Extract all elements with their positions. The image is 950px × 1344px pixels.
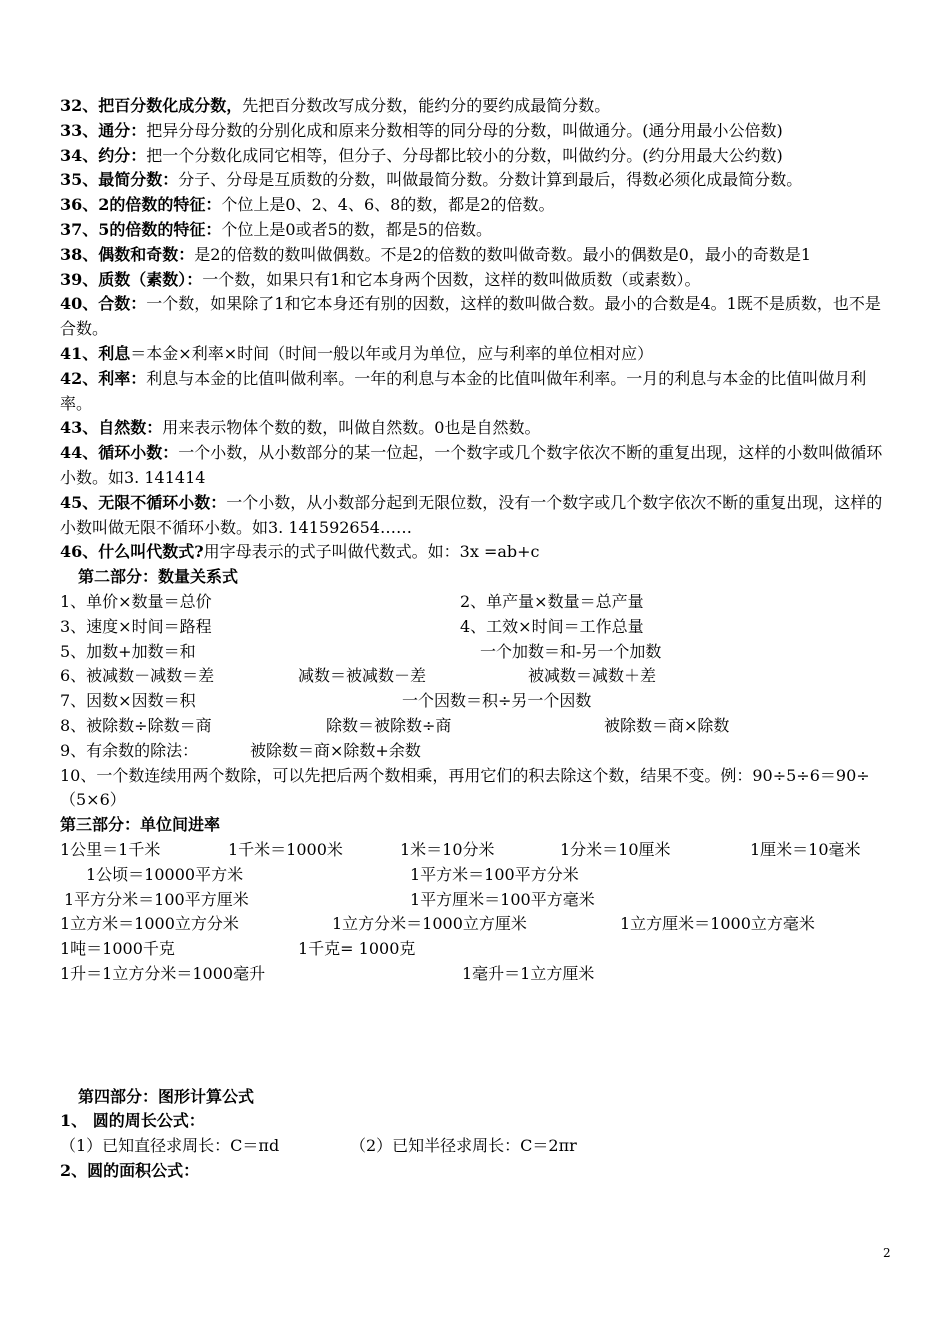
definition-45: 45、无限不循环小数：一个小数，从小数部分起到无限位数，没有一个数字或几个数字依次不断的重复出现，这样的小数叫做无限不循环小数。如3. 141592654…… bbox=[60, 492, 883, 537]
definition-46: 46、什么叫代数式?用字母表示的式子叫做代数式。如：3x =ab+c bbox=[60, 542, 540, 562]
circle-circumference-title: 1、 圆的周长公式： bbox=[60, 1111, 205, 1131]
definition-40: 40、合数：一个数，如果除了1和它本身还有别的因数，这样的数叫做合数。最小的合数是4。1既不是质数，也不是合数。 bbox=[60, 294, 881, 339]
definition-39: 39、质数（素数）：一个数，如果只有1和它本身两个因数，这样的数叫做质数（或素数）。 bbox=[60, 269, 701, 289]
section-heading-part3: 第三部分：单位间进率 bbox=[60, 815, 221, 835]
relation-row-2: 3、速度×时间＝路程 4、工效×时间＝工作总量 bbox=[60, 616, 644, 636]
definition-37: 37、5的倍数的特征：个位上是0或者5的数，都是5的倍数。 bbox=[60, 219, 492, 239]
definition-36: 36、2的倍数的特征：个位上是0、2、4、6、8的数，都是2的倍数。 bbox=[60, 195, 555, 215]
document-page bbox=[60, 94, 895, 1184]
definition-42: 42、利率：利息与本金的比值叫做利率。一年的利息与本金的比值叫做年利率。一月的利息与本金的比值叫做月利率。 bbox=[60, 368, 867, 413]
definition-38: 38、偶数和奇数：是2的倍数的数叫做偶数。不是2的倍数的数叫做奇数。最小的偶数是0，最小的奇数是1 bbox=[60, 244, 812, 264]
blank-space bbox=[60, 987, 895, 1085]
relation-row-4: 6、被减数－减数＝差 减数＝被减数－差 被减数＝减数＋差 bbox=[60, 666, 657, 686]
unit-row-4: 1立方米＝1000立方分米 1立方分米＝1000立方厘米 1立方厘米＝1000立方毫米 bbox=[60, 914, 815, 934]
unit-row-1: 1公里＝1千米 1千米＝1000米 1米＝10分米 1分米＝10厘米 1厘米＝10毫米 bbox=[60, 839, 861, 859]
page-number: 2 bbox=[883, 1246, 891, 1260]
unit-row-6: 1升＝1立方分米＝1000毫升 1毫升＝1立方厘米 bbox=[60, 963, 595, 983]
circumference-formulas: （1）已知直径求周长：C＝πd （2）已知半径求周长：C＝2πr bbox=[60, 1136, 577, 1156]
relation-row-7: 9、有余数的除法： 被除数＝商×除数+余数 bbox=[60, 740, 421, 760]
definition-33: 33、通分：把异分母分数的分别化成和原来分数相等的同分母的分数，叫做通分。(通分用最小公倍数) bbox=[60, 120, 783, 140]
definition-35: 35、最简分数：分子、分母是互质数的分数，叫做最简分数。分数计算到最后，得数必须化成最简分数。 bbox=[60, 170, 803, 190]
relation-row-1: 1、单价×数量＝总价 2、单产量×数量＝总产量 bbox=[60, 591, 644, 611]
definition-43: 43、自然数：用来表示物体个数的数，叫做自然数。0也是自然数。 bbox=[60, 418, 541, 438]
relation-row-6: 8、被除数÷除数＝商 除数＝被除数÷商 被除数＝商×除数 bbox=[60, 715, 730, 735]
relation-row-3: 5、加数+加数＝和 一个加数＝和-另一个加数 bbox=[60, 641, 662, 661]
unit-row-5: 1吨＝1000千克 1千克= 1000克 bbox=[60, 939, 416, 959]
section-heading-part2: 第二部分：数量关系式 bbox=[78, 567, 239, 587]
definition-34: 34、约分：把一个分数化成同它相等，但分子、分母都比较小的分数，叫做约分。(约分用最大公约数) bbox=[60, 145, 783, 165]
unit-row-3: 1平方分米＝100平方厘米 1平方厘米＝100平方毫米 bbox=[64, 889, 595, 909]
section-heading-part4: 第四部分：图形计算公式 bbox=[78, 1086, 255, 1106]
relation-row-5: 7、因数×因数＝积 一个因数＝积÷另一个因数 bbox=[60, 691, 592, 711]
definition-44: 44、循环小数：一个小数，从小数部分的某一位起，一个数字或几个数字依次不断的重复出现，这样的小数叫做循环小数。如3. 141414 bbox=[60, 443, 883, 487]
unit-row-2: 1公顷＝10000平方米 1平方米＝100平方分米 bbox=[86, 864, 579, 884]
relation-row-8: 10、一个数连续用两个数除，可以先把后两个数相乘，再用它们的积去除这个数，结果不变。例：90÷5÷6＝90÷（5×6） bbox=[60, 765, 870, 810]
definition-41: 41、利息＝本金×利率×时间（时间一般以年或月为单位，应与利率的单位相对应） bbox=[60, 343, 654, 363]
circle-area-title: 2、圆的面积公式： bbox=[60, 1161, 200, 1181]
definition-32: 32、把百分数化成分数，先把百分数改写成分数，能约分的要约成最简分数。 bbox=[60, 96, 611, 115]
